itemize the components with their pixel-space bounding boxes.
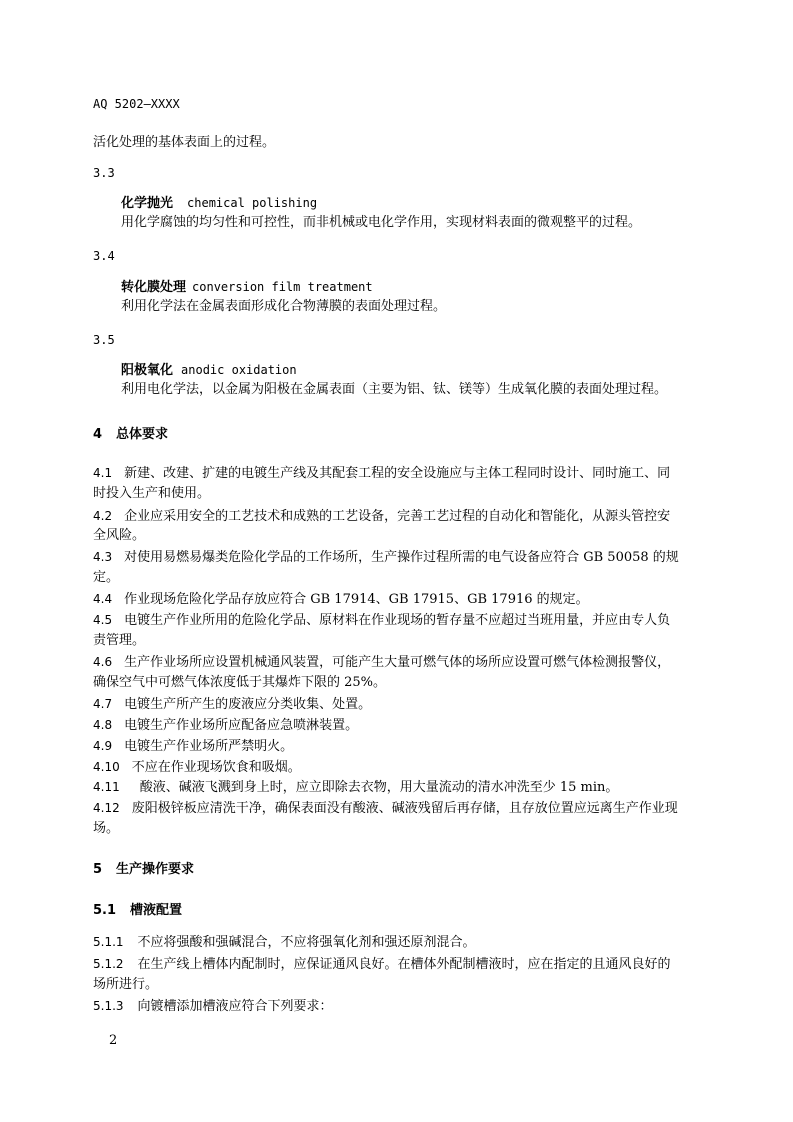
header-code: AQ 5202—XXXX bbox=[93, 97, 180, 111]
clause bbox=[93, 932, 476, 953]
term-number: 3.4 bbox=[93, 249, 115, 263]
term-zh: 转化膜处理 bbox=[121, 280, 187, 295]
clause-continuation: 全风险。 bbox=[93, 528, 146, 543]
clause-text: 电镀生产作业所用的危险化学品、原材料在作业现场的暂存量不应超过当班用量，并应由专人负 bbox=[124, 613, 671, 628]
clause-number: 5.1.3 bbox=[93, 999, 124, 1013]
term-definition: 利用电化学法，以金属为阳极在金属表面（主要为铝、钛、镁等）生成氧化膜的表面处理过程。 bbox=[121, 382, 668, 397]
clause-text: 向镀槽添加槽液应符合下列要求： bbox=[137, 999, 333, 1014]
section-title: 总体要求 bbox=[116, 427, 169, 442]
clause-number: 4.3 bbox=[93, 550, 113, 564]
term-en: chemical polishing bbox=[187, 196, 318, 210]
clause-text: 不应将强酸和强碱混合，不应将强氧化剂和强还原剂混合。 bbox=[137, 935, 476, 950]
clause bbox=[93, 715, 358, 736]
clause-text: 作业现场危险化学品存放应符合 GB 17914、GB 17915、GB 17916 的规定。 bbox=[124, 592, 589, 607]
clause bbox=[93, 996, 333, 1017]
term-definition: 用化学腐蚀的均匀性和可控性，而非机械或电化学作用，实现材料表面的微观整平的过程。 bbox=[121, 215, 642, 230]
clause-text: 电镀生产作业场所应配备应急喷淋装置。 bbox=[124, 718, 359, 733]
clause-number: 4.11 bbox=[93, 780, 120, 794]
clause-continuation: 确保空气中可燃气体浓度低于其爆炸下限的 25%。 bbox=[93, 675, 387, 690]
clause-text: 废阳极锌板应清洗干净，确保表面没有酸液、碱液残留后再存储，且存放位置应远离生产作业现 bbox=[131, 801, 678, 816]
clause-continuation: 时投入生产和使用。 bbox=[93, 486, 211, 501]
clause-number: 4.7 bbox=[93, 697, 113, 711]
clause-text: 不应在作业现场饮食和吸烟。 bbox=[131, 760, 301, 775]
clause-number: 4.2 bbox=[93, 509, 113, 523]
subsection-title: 槽液配置 bbox=[130, 903, 183, 918]
clause-text: 生产作业场所应设置机械通风装置，可能产生大量可燃气体的场所应设置可燃气体检测报警仪， bbox=[124, 655, 671, 670]
section-heading bbox=[93, 425, 168, 445]
clause-number: 4.8 bbox=[93, 718, 113, 732]
clause-continuation: 场所进行。 bbox=[93, 977, 159, 992]
clause bbox=[93, 652, 670, 673]
clause-continuation: 场。 bbox=[93, 821, 120, 836]
clause-number: 4.12 bbox=[93, 801, 120, 815]
clause-number: 4.6 bbox=[93, 655, 113, 669]
clause-number: 5.1.2 bbox=[93, 957, 124, 971]
term-title bbox=[121, 277, 373, 298]
clause-text: 对使用易燃易爆类危险化学品的工作场所，生产操作过程所需的电气设备应符合 GB 50058 的规 bbox=[124, 550, 679, 565]
term-zh: 化学抛光 bbox=[121, 196, 174, 211]
term-en: anodic oxidation bbox=[181, 363, 297, 377]
section-heading bbox=[93, 860, 194, 880]
clause-number: 4.1 bbox=[93, 466, 113, 480]
term-number: 3.3 bbox=[93, 166, 115, 180]
clause-number: 4.5 bbox=[93, 613, 113, 627]
section-number: 5 bbox=[93, 862, 103, 877]
page-number: 2 bbox=[109, 1033, 118, 1048]
clause-number: 4.10 bbox=[93, 760, 120, 774]
clause-text: 在生产线上槽体内配制时，应保证通风良好。在槽体外配制槽液时，应在指定的且通风良好的 bbox=[137, 957, 671, 972]
term-zh: 阳极氧化 bbox=[121, 363, 174, 378]
continuation-text: 活化处理的基体表面上的过程。 bbox=[93, 135, 276, 150]
clause-text: 酸液、碱液飞溅到身上时，应立即除去衣物，用大量流动的清水冲洗至少 15 min。 bbox=[139, 780, 619, 795]
clause bbox=[93, 463, 670, 484]
section-title: 生产操作要求 bbox=[116, 862, 195, 877]
clause bbox=[93, 954, 671, 975]
clause bbox=[93, 589, 589, 610]
term-number: 3.5 bbox=[93, 333, 115, 347]
term-en: conversion film treatment bbox=[192, 280, 373, 294]
term-title bbox=[121, 193, 317, 214]
clause bbox=[93, 506, 670, 527]
subsection-heading bbox=[93, 901, 182, 921]
term-definition: 利用化学法在金属表面形成化合物薄膜的表面处理过程。 bbox=[121, 299, 447, 314]
clause-text: 企业应采用安全的工艺技术和成熟的工艺设备，完善工艺过程的自动化和智能化，从源头管控安 bbox=[124, 509, 671, 524]
clause bbox=[93, 610, 670, 631]
clause-text: 电镀生产作业场所严禁明火。 bbox=[124, 739, 294, 754]
clause-continuation: 定。 bbox=[93, 570, 120, 585]
clause bbox=[93, 547, 679, 568]
subsection-number: 5.1 bbox=[93, 903, 117, 918]
clause-text: 新建、改建、扩建的电镀生产线及其配套工程的安全设施应与主体工程同时设计、同时施工、同 bbox=[124, 466, 671, 481]
clause-continuation: 责管理。 bbox=[93, 633, 146, 648]
clause bbox=[93, 757, 301, 778]
clause-number: 5.1.1 bbox=[93, 935, 124, 949]
clause-text: 电镀生产所产生的废液应分类收集、处置。 bbox=[124, 697, 372, 712]
term-title bbox=[121, 360, 297, 381]
clause-number: 4.9 bbox=[93, 739, 113, 753]
clause-number: 4.4 bbox=[93, 592, 113, 606]
clause bbox=[93, 736, 293, 757]
section-number: 4 bbox=[93, 427, 103, 442]
clause bbox=[93, 777, 618, 798]
clause bbox=[93, 694, 371, 715]
clause bbox=[93, 798, 678, 819]
